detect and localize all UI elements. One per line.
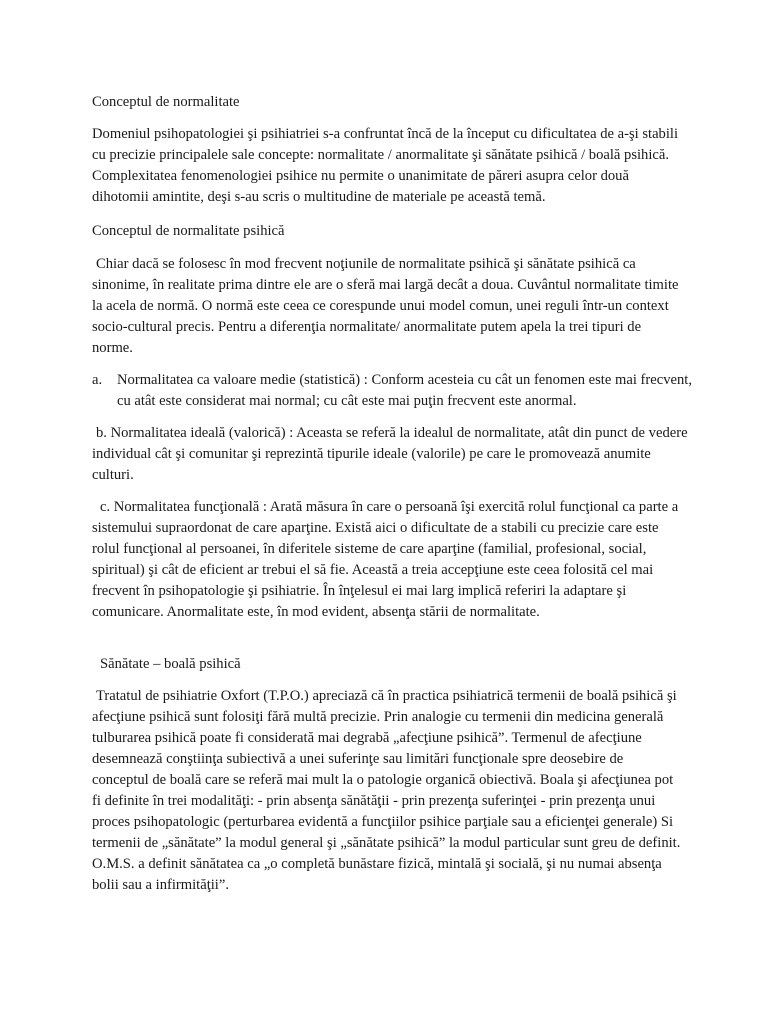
paragraph-chiar-daca: Chiar dacă se folosesc în mod frecvent noţiunile de normalitate psihică şi sănătate psihică ca sinonime, în realitate prima dintre ele are o sferă mai largă decât a doua. Cuvântul normalitate timite la acela de normă. O normă este ceea ce corespunde unui model comun, unei reguli într-un context socio-cultural precis. Pentru a diferenţia normalitate/ anormalitate putem apela la trei tipuri de norme. bbox=[92, 256, 679, 356]
heading-concept-normalitate: Conceptul de normalitate bbox=[92, 94, 240, 110]
list-marker-a: a. bbox=[92, 372, 103, 388]
list-item-a bbox=[92, 370, 692, 412]
paragraph-tratatul: Tratatul de psihiatrie Oxfort (T.P.O.) apreciază că în practica psihiatrică termenii de boală psihică şi afecţiune psihică sunt folosiţi fără multă precizie. Prin analogie cu termenii din medicina generală tulburarea psihică poate fi considerată mai degrabă „afecţiune psihică”. Termenul de afecţiune desemnează conştiinţa subiectivă a unei suferinţe sau limitări funcţionale spre deosebire de conceptul de boală care se referă mai mult la o patologie organică obiectivă. Boala şi afecţiunea pot fi definite în trei modalităţi: - prin absenţa sănătăţii - prin prezenţa suferinţei - prin prezenţa unui proces psihopatologic (perturbarea evidentă a funcţiilor psihice parţiale sau a eficienţei generale) Si termenii de „sănătate” la modul general şi „sănătate psihică” la modul particular sunt greu de definit. O.M.S. a definit sănătatea ca „o completă bunăstare fizică, mintală şi socială, şi nu numai absenţa bolii sau a infirmităţii”. bbox=[92, 688, 681, 893]
list-item-c: c. Normalitatea funcţională : Arată măsura în care o persoană îşi exercită rolul funcţional ca parte a sistemului supraordonat de care aparţine. Există aici o dificultate de a stabili cu precizie care este rolul funcţional al persoanei, în diferitele sisteme de care aparţine (familial, profesional, social, spiritual) şi cât de eficient ar trebui el să fie. Această a treia accepţiune este ceea folosită cel mai frecvent în psihopatologie şi psihiatrie. În înţelesul ei mai larg implică referiri la adaptare şi comunicare. Anormalitate este, în mod evident, absenţa stării de normalitate. bbox=[92, 499, 679, 620]
heading-concept-normalitate-psihica: Conceptul de normalitate psihică bbox=[92, 223, 285, 239]
list-item-b: b. Normalitatea ideală (valorică) : Aceasta se referă la idealul de normalitate, atât din punct de vedere individual cât şi comunitar şi reprezintă tipurile ideale (valorile) pe care le promovează anumite culturi. bbox=[92, 425, 688, 483]
paragraph-domeniul: Domeniul psihopatologiei şi psihiatriei s-a confruntat încă de la început cu dificultatea de a-şi stabili cu precizie principalele sale concepte: normalitate / anormalitate şi sănătate psihică / boală psihică. Complexitatea fenomenologiei psihice nu permite o unanimitate de păreri asupra celor două dihotomii amintite, deşi s-au scris o multitudine de materiale pe această temă. bbox=[92, 126, 679, 205]
list-item-a-text: Normalitatea ca valoare medie (statistică) : Conform acesteia cu cât un fenomen este mai frecvent, cu atât este considerat mai normal; cu cât este mai puţin frecvent este anormal. bbox=[117, 372, 692, 409]
heading-sanatate-boala: Sănătate – boală psihică bbox=[100, 656, 241, 672]
